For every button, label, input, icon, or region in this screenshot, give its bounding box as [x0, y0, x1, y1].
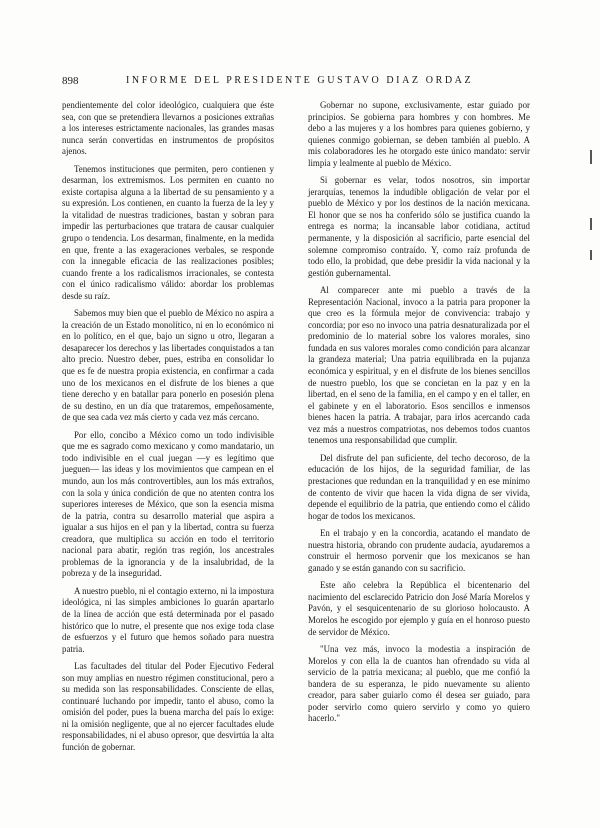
page-number: 898 [62, 75, 79, 87]
paragraph: Al comparecer ante mi pueblo a través de la Representación Nacional, invoco a la patria para proponer la que creo es la fórmula mejor de convivencia: trabajo y concordia; por eso no invoco una patria desnaturalizada por el predominio de lo material sobre los valores morales, sino fundada en sus valores morales como condición para alcanzar la grandeza material; Una patria equilibrada en la pujanza económica y espiritual, y en el disfrute de los bienes sencillos de nuestro pueblo, los que se concietan en la paz y en la libertad, en el seno de la familia, en el campo y en el taller, en el gabinete y en el laboratorio. Esos sencillos e inmensos bienes hacen la patria. A trabajar, para irlos acercando cada vez más a nuestros compatriotas, nos debemos todos cuantos tenemos una responsabilidad que cumplir. [308, 285, 530, 446]
paragraph: Las facultades del titular del Poder Ejecutivo Federal son muy amplias en nuestro régimen constitucional, pero a su medida son las responsabilidades. Consciente de ellas, continuaré luchando por impedir, tanto el abuso, como la omisión del poder, pues la buena marcha del país lo exige: ni la omisión negligente, que al no ejercer facultades elude responsabilidades, ni el abuso opresor, que desvirtúa la alta función de gobernar. [62, 661, 274, 752]
paragraph: En el trabajo y en la concordia, acatando el mandato de nuestra historia, obrando con prudente audacia, ayudaremos a construir el hermoso porvenir que los mexicanos se han ganado y se están ganando con su sacrificio. [308, 528, 530, 573]
scan-edge-mark [590, 218, 592, 230]
paragraph: pendientemente del color ideológico, cualquiera que éste sea, con que se pretendiera llevarnos a posiciones extrañas a los intereses estrictamente nacionales, las grandes masas nunca serán convertidas en instrumentos de propósitos ajenos. [62, 100, 274, 157]
left-column [62, 100, 274, 760]
scan-edge-mark [590, 150, 592, 164]
paragraph: Del disfrute del pan suficiente, del techo decoroso, de la educación de los hijos, de la seguridad familiar, de las prestaciones que redundan en la tranquilidad y en ese mínimo de contento de vivir que hacen la vida digna de ser vivida, depende el equilibrio de la patria, que entiendo como el cálido hogar de todos los mexicanos. [308, 452, 530, 521]
scan-edge-mark [590, 250, 592, 260]
paragraph: Este año celebra la República el bicentenario del nacimiento del esclarecido Patricio don José María Morelos y Pavón, y el sesquicentenario de su glorioso holocausto. A Morelos he escogido por ejemplo y guía en el honroso puesto de servidor de México. [308, 580, 530, 637]
paragraph: A nuestro pueblo, ni el contagio externo, ni la impostura ideológica, ni las simples ambiciones lo guarán apartarlo de la línea de acción que está determinada por el pasado histórico que lo nutre, el presente que nos exige toda clase de esfuerzos y el futuro que hemos soñado para nuestra patria. [62, 585, 274, 654]
paragraph: Sabemos muy bien que el pueblo de México no aspira a la creación de un Estado monolítico, ni en lo económico ni en lo político, en el que, bajo un signo u otro, llegaran a desaparecer los derechos y las libertades conquistados a tan alto precio. Nuestro deber, pues, estriba en consolidar lo que es fe de nuestra propia existencia, en confirmar a cada uno de los mexicanos en el disfrute de los bienes a que tiene derecho y en batallar para ponerlo en posesión plena de su destino, en un día que trataremos, empeñosamente, de que sea cada vez más cierto y cada vez más cercano. [62, 308, 274, 423]
paragraph: Si gobernar es velar, todos nosotros, sin importar jerarquías, tenemos la indudible obligación de velar por el pueblo de México y por los destinos de la nación mexicana. El honor que se nos ha conferido sólo se justifica cuando la entrega es norma; la incansable labor cotidiana, actitud permanente, y la disposición al sacrificio, parte esencial del solemne compromiso contraído. Y, como raíz profunda de todo ello, la probidad, que debe presidir la vida nacional y la gestión gubernamental. [308, 175, 530, 278]
running-title: INFORME DEL PRESIDENTE GUSTAVO DIAZ ORDAZ [126, 75, 474, 86]
paragraph: Tenemos instituciones que permiten, pero contienen y desarman, los extremismos. Los permiten en cuanto no existe cortapisa alguna a la libertad de su pensamiento y a su expresión. Los contienen, en cuanto la fuerza de la ley y la vitalidad de nuestras tradiciones, bastan y sobran para impedir las perturbaciones que tratara de causar cualquier grupo o tendencia. Los desarman, finalmente, en la medida en que, frente a las exageraciones verbales, se responde con la innegable eficacia de las realizaciones posibles; cuando frente a los radicalismos irracionales, se contesta con el único radicalismo válido: abordar los problemas desde su raíz. [62, 163, 274, 301]
right-column [308, 100, 530, 731]
paragraph: Por ello, concibo a México como un todo indivisible que me es sagrado como mexicano y como mandatario, un todo indivisible en el cual juegan —y es legítimo que jueguen— las ideas y los movimientos que campean en el mundo, aun los más controvertibles, aun los más extraños, con la sola y única condición de que no atenten contra los superiores intereses de México, que son la esencia misma de la patria, contra su desarrollo material que aspira a igualar a sus hijos en el pan y la libertad, contra su fuerza creadora, que multiplica su acción en todo el territorio nacional para abatir, región tras región, los ancestrales problemas de la ignorancia y de la insalubridad, de la pobreza y de la inseguridad. [62, 429, 274, 579]
paragraph: Gobernar no supone, exclusivamente, estar guiado por principios. Se gobierna para hombres y con hombres. Me debo a las mujeres y a los hombres para quienes gobierno, y quienes conmigo gobiernan, se deben también al pueblo. A mis colaboradores les he otorgado este único mandato: servir limpia y lealmente al pueblo de México. [308, 100, 530, 168]
page-header [62, 75, 532, 89]
paragraph: "Una vez más, invoco la modestia a inspiración de Morelos y con ella la de cuantos han ofrendado su vida al servicio de la patria mexicana; al pueblo, que me confió la bandera de su esperanza, le pido nuevamente su aliento creador, para saber guiarlo como él desea ser guiado, para poder servirlo como quiero servirlo y como yo quiero hacerlo." [308, 644, 530, 724]
